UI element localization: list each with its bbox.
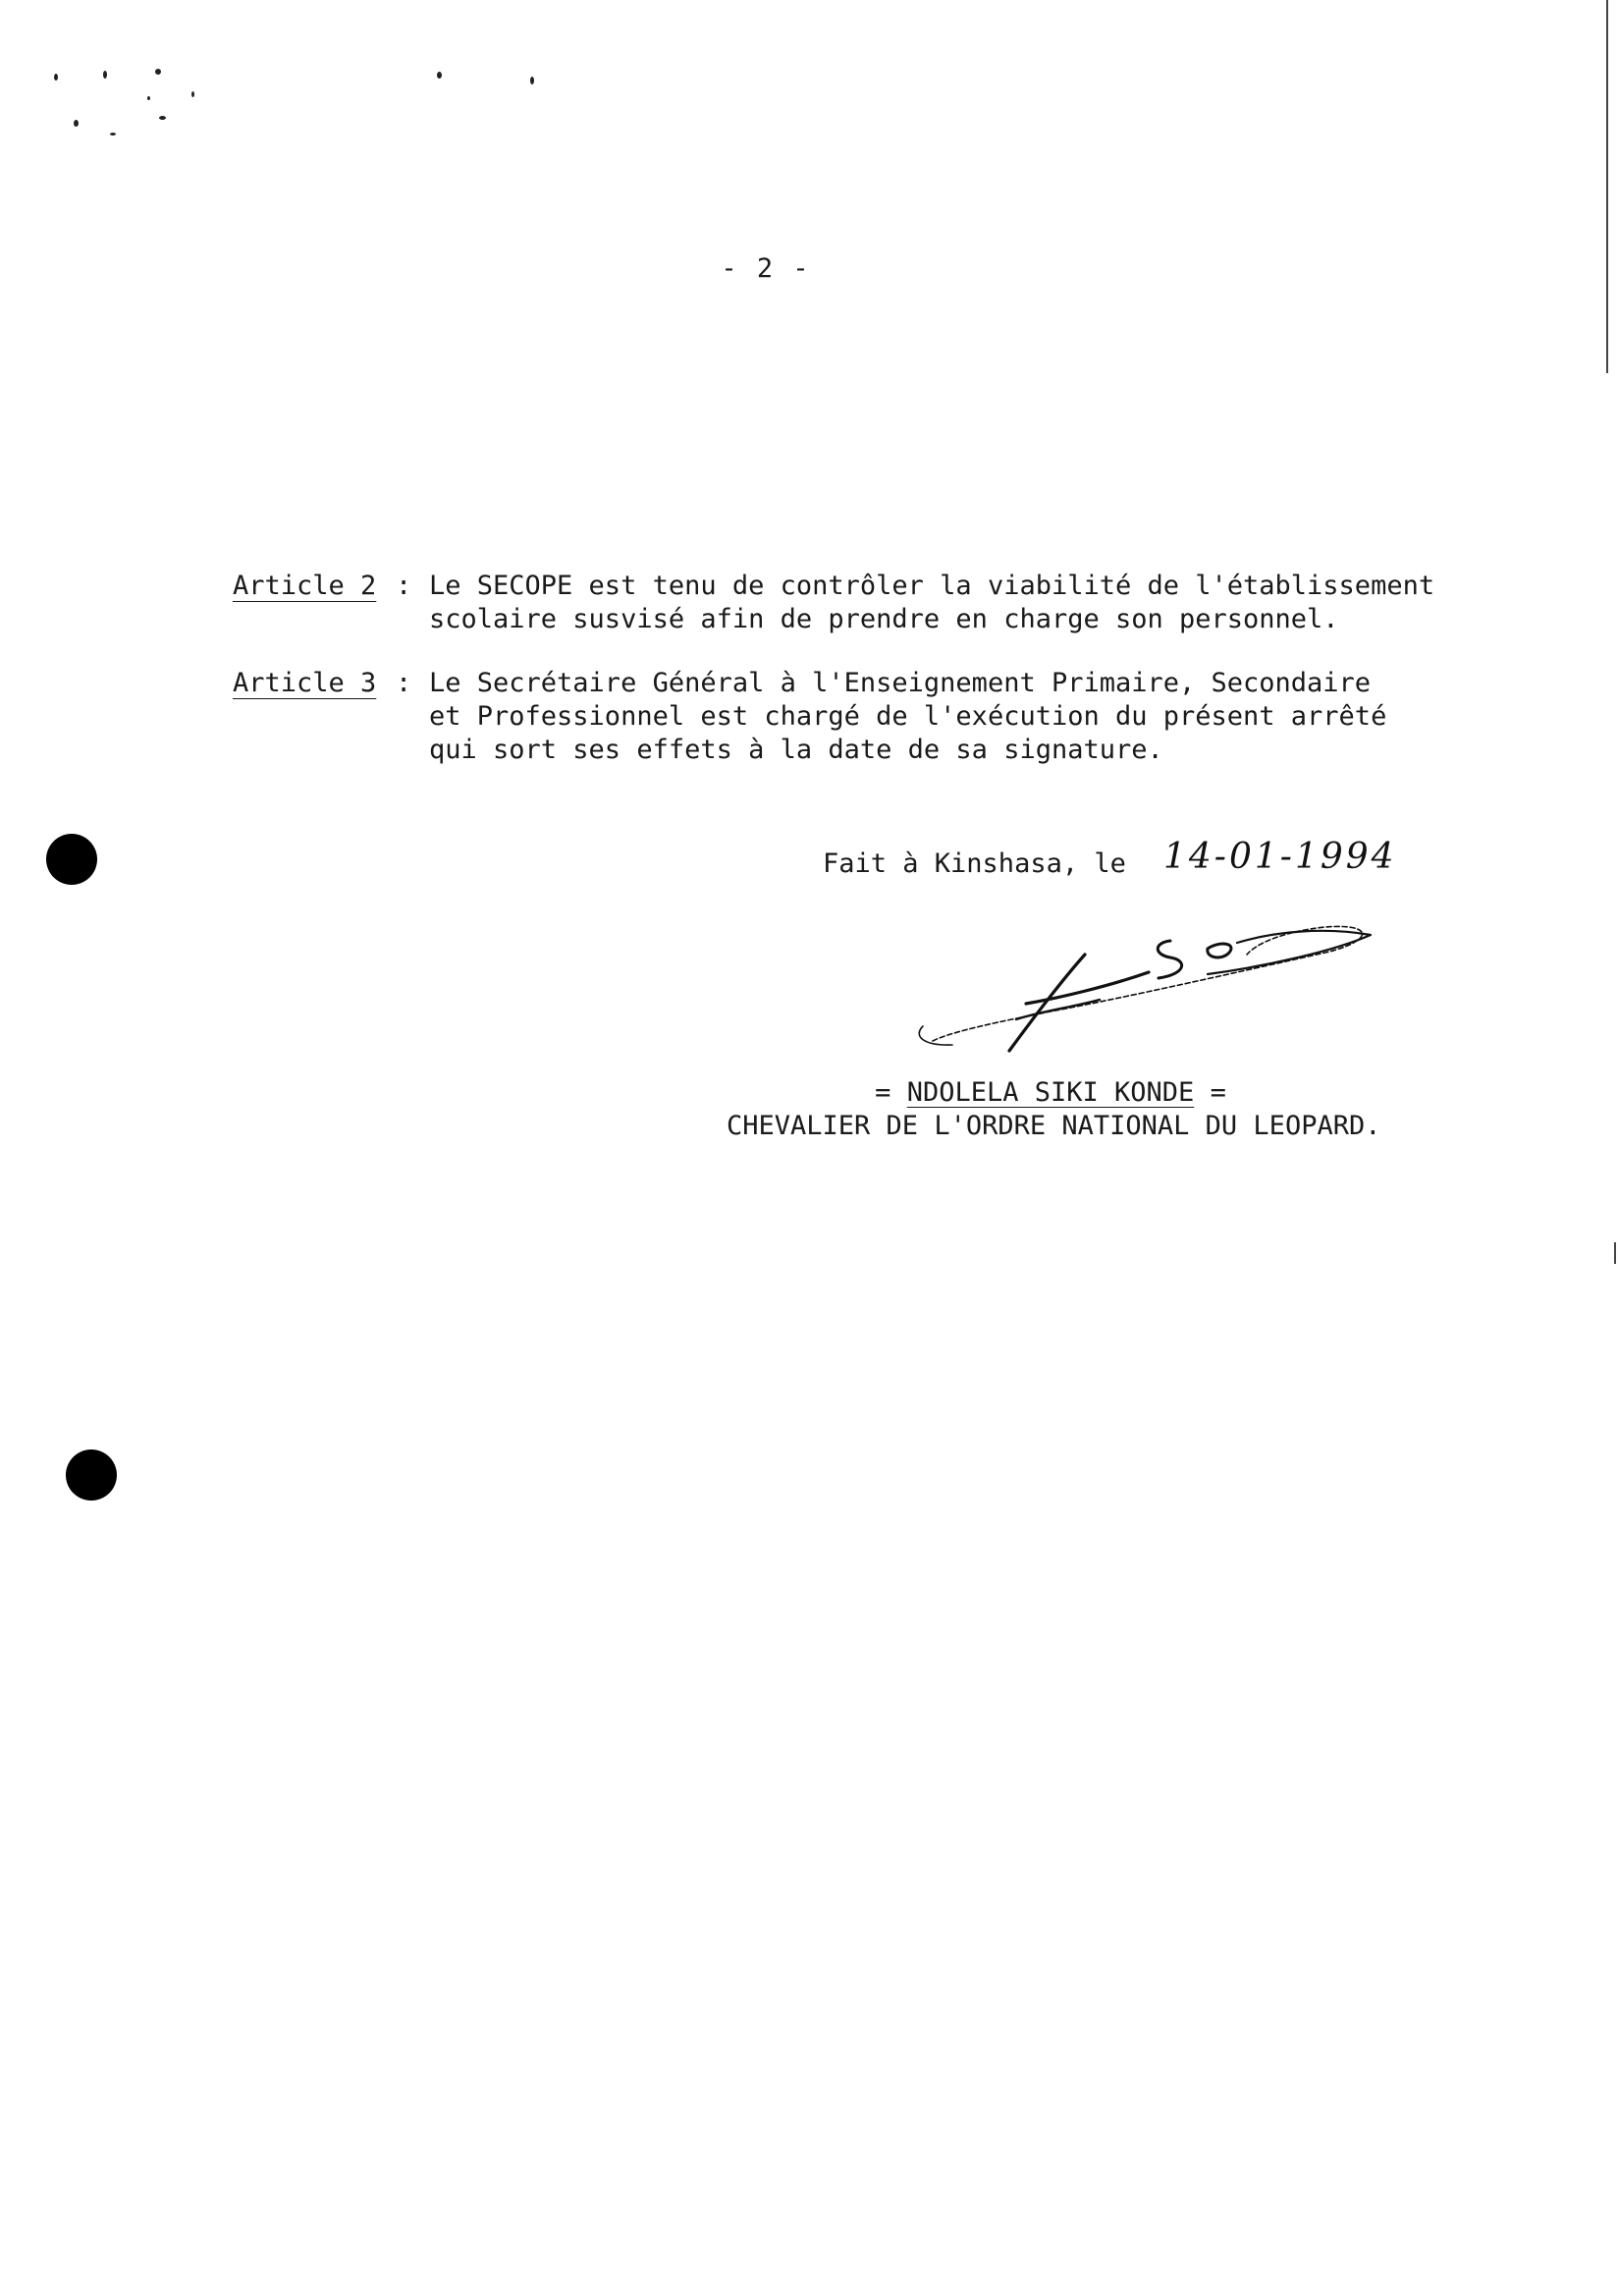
article-line: Le Secrétaire Général à l'Enseignement Primaire, Secondaire [429,668,1372,698]
page-number: - 2 - [721,253,811,284]
article-separator: : [396,571,412,601]
signer-name: NDOLELA SIKI KONDE [906,1077,1195,1108]
article-body [429,570,1434,636]
article-separator: : [396,668,412,698]
handwritten-signature [913,913,1384,1061]
article-line: et Professionnel est chargé de l'exécution du présent arrêté [429,701,1387,732]
signer-title: CHEVALIER DE L'ORDRE NATIONAL DU LEOPARD. [727,1111,1381,1141]
handwritten-date: 14-01-1994 [1163,837,1397,877]
scan-edge-mark [1614,1242,1616,1264]
article-line: scolaire susvisé afin de prendre en charge son personnel. [429,604,1339,634]
article-label: Article 2 [233,571,377,601]
signer-prefix: = [875,1077,891,1108]
article-body [429,667,1386,767]
scan-edge-mark [1606,0,1608,373]
article-line: qui sort ses effets à la date de sa signature. [429,735,1163,765]
article-label: Article 3 [233,668,377,698]
punch-hole [66,1449,117,1501]
punch-hole [46,834,97,885]
signer-suffix: = [1210,1077,1226,1108]
signer-name-line [0,1077,1618,1108]
article-line: Le SECOPE est tenu de contrôler la viabilité de l'établissement [429,571,1435,601]
place-and-date-label: Fait à Kinshasa, le [823,848,1126,879]
